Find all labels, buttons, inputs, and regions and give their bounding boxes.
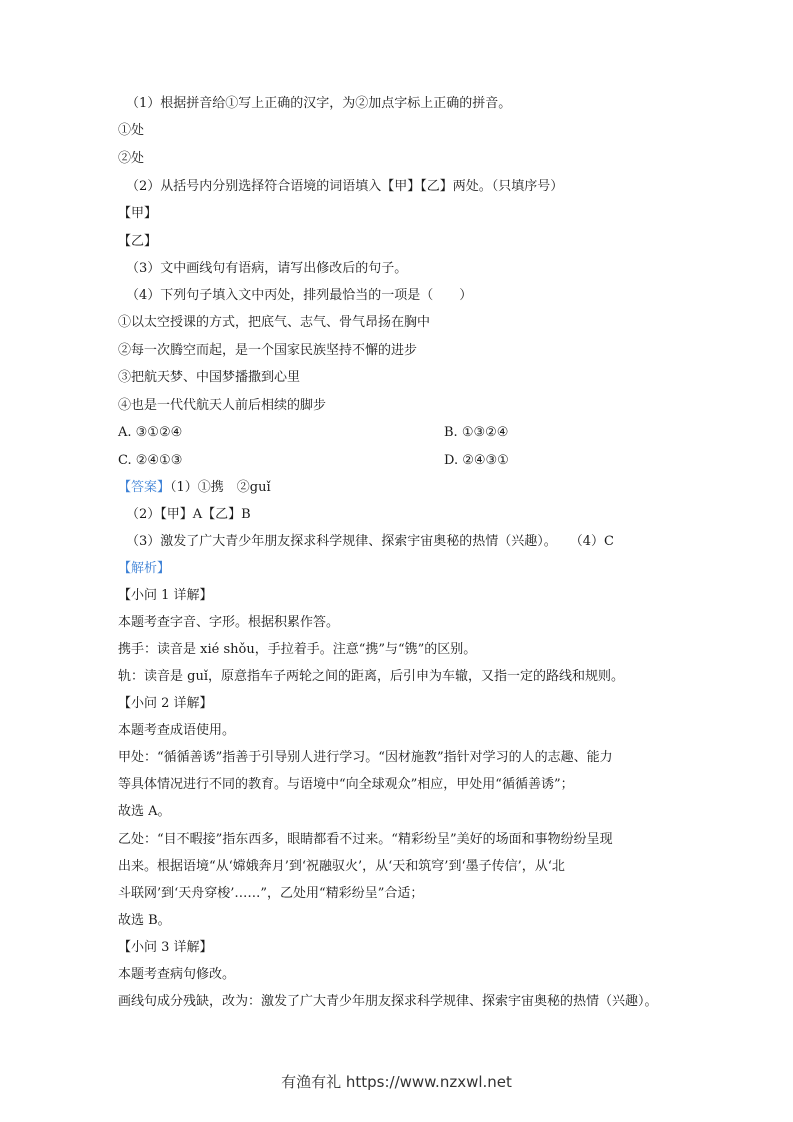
question-4-sentence-3: ③把航天梦、中国梦播撒到心里: [118, 370, 301, 385]
subquestion-2-line-6: 出来。根据语境“从‘嫦娥奔月’到‘祝融驭火’，从‘天和筑穹’到‘墨子传信’，从‘北: [118, 859, 565, 874]
subquestion-1-line-3: 轨：读音是 guǐ，原意指车子两轮之间的距离，后引申为车辙，又指一定的路线和规则。: [118, 669, 624, 684]
question-1-blank-b: ②处: [118, 151, 145, 166]
subquestion-3-line-1: 本题考查病句修改。: [118, 967, 236, 982]
subquestion-2-line-4: 故选 A。: [118, 804, 171, 819]
subquestion-1-line-1: 本题考查字音、字形。根据积累作答。: [118, 615, 340, 630]
subquestion-3-line-2: 画线句成分残缺，改为：激发了广大青少年朋友探求科学规律、探索宇宙奥秘的热情（兴趣）。: [118, 994, 658, 1009]
question-1-blank-a: ①处: [118, 123, 145, 138]
subquestion-2-line-2: 甲处：“循循善诱”指善于引导别人进行学习。“因材施教”指针对学习的人的志趣、能力: [118, 750, 613, 765]
question-4-prompt: （4）下列句子填入文中丙处，排列最恰当的一项是（ ）: [126, 288, 473, 303]
subquestion-2-line-5: 乙处：“目不暇接”指东西多，眼睛都看不过来。“精彩纷呈”美好的场面和事物纷纷呈现: [118, 832, 613, 847]
question-4-sentence-1: ①以太空授课的方式，把底气、志气、骨气昂扬在胸中: [118, 315, 431, 330]
subquestion-2-line-3: 等具体情况进行不同的教育。与语境中“向全球观众”相应，甲处用“循循善诱”；: [118, 777, 574, 792]
analysis-label: 【解析】: [118, 561, 171, 576]
question-4-sentence-2: ②每一次腾空而起，是一个国家民族坚持不懈的进步: [118, 343, 418, 358]
answer-line-3: （3）激发了广大青少年朋友探求科学规律、探索宇宙奥秘的热情（兴趣）。 （4）C: [126, 534, 614, 549]
answer-text-1: （1）①携 ②guǐ: [170, 480, 271, 495]
question-2-blank-yi: 【乙】: [118, 234, 158, 249]
option-a: A. ③①②④: [118, 425, 183, 440]
question-3-prompt: （3）文中画线句有语病，请写出修改后的句子。: [126, 261, 408, 276]
question-4-sentence-4: ④也是一代代航天人前后相续的脚步: [118, 398, 327, 413]
subquestion-2-line-8: 故选 B。: [118, 913, 171, 928]
option-d: D. ②④③①: [444, 453, 509, 468]
subquestion-3-title: 【小问 3 详解】: [118, 940, 213, 955]
subquestion-2-line-1: 本题考查成语使用。: [118, 723, 236, 738]
subquestion-2-line-7: 斗联网’到‘天舟穿梭’……”，乙处用“精彩纷呈”合适；: [118, 886, 424, 901]
question-2-prompt: （2）从括号内分别选择符合语境的词语填入【甲】【乙】两处。（只填序号）: [126, 179, 564, 194]
option-c: C. ②④①③: [118, 453, 183, 468]
subquestion-1-line-2: 携手：读音是 xié shǒu，手拉着手。注意“携”与“镌”的区别。: [118, 642, 477, 657]
footer-watermark: 有渔有礼 https://www.nzxwl.net: [281, 1073, 512, 1091]
answer-line-2: （2）【甲】A【乙】B: [126, 507, 251, 522]
option-b: B. ①③②④: [444, 425, 509, 440]
question-1-prompt: （1）根据拼音给①写上正确的汉字，为②加点字标上正确的拼音。: [126, 96, 512, 111]
subquestion-2-title: 【小问 2 详解】: [118, 696, 213, 711]
subquestion-1-title: 【小问 1 详解】: [118, 588, 213, 603]
question-2-blank-jia: 【甲】: [118, 206, 158, 221]
answer-label: 【答案】: [118, 480, 171, 495]
answer-line-1: [118, 479, 271, 497]
